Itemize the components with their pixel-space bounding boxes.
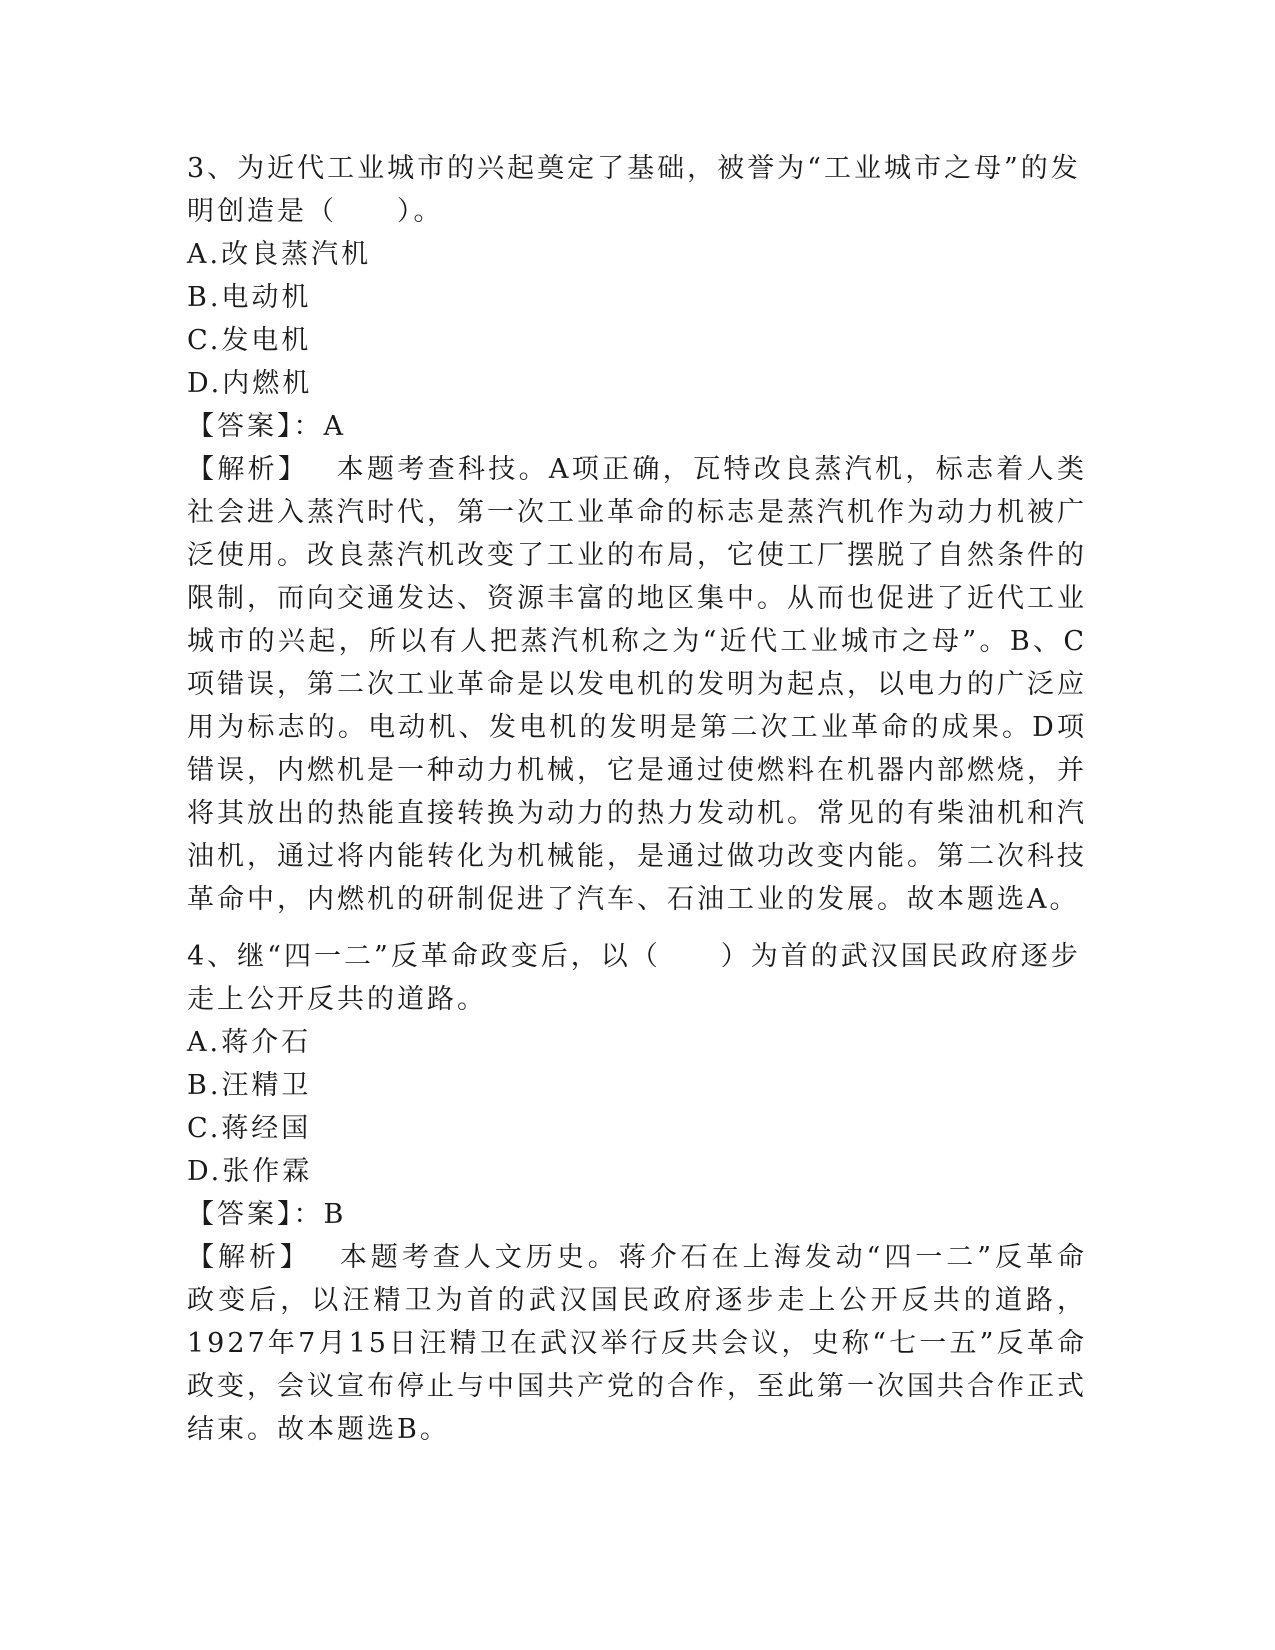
option-d: D.内燃机 <box>187 368 313 399</box>
answer-label: 【答案】： <box>187 411 324 442</box>
question-stem: 4、继“四一二”反革命政变后，以（ ）为首的武汉国民政府逐步 <box>187 941 1081 972</box>
option-d: D.张作霖 <box>187 1156 313 1187</box>
document-page <box>187 147 1087 1451</box>
question-stem-cont: 走上公开反共的道路。 <box>187 984 487 1015</box>
analysis-text: 本题考查人文历史。蒋介石在上海发动“四一二”反革命政变后，以汪精卫为首的武汉国民政府逐步走上公开反共的道路，1927年7月15日汪精卫在武汉举行反共会议，史称“七一五”反革命政变，会议宣布停止与中国共产党的合作，至此第一次国共合作正式结束。故本题选B。 <box>187 1242 1088 1445</box>
option-c: C.蒋经国 <box>187 1113 312 1144</box>
analysis-label: 【解析】 <box>187 454 309 485</box>
analysis-text: 本题考查科技。A项正确，瓦特改良蒸汽机，标志着人类社会进入蒸汽时代，第一次工业革命的标志是蒸汽机作为动力机被广泛使用。改良蒸汽机改变了工业的布局，它使工厂摆脱了自然条件的限制，而向交通发达、资源丰富的地区集中。从而也促进了近代工业城市的兴起，所以有人把蒸汽机称之为“近代工业城市之母”。B、C项错误，第二次工业革命是以发电机的发明为起点，以电力的广泛应用为标志的。电动机、发电机的发明是第二次工业革命的成果。D项错误，内燃机是一种动力机械，它是通过使燃料在机器内部燃烧，并将其放出的热能直接转换为动力的热力发动机。常见的有柴油机和汽油机，通过将内能转化为机械能，是通过做功改变内能。第二次科技革命中，内燃机的研制促进了汽车、石油工业的发展。故本题选A。 <box>187 454 1087 915</box>
answer-value: B <box>323 1199 347 1230</box>
option-a: A.改良蒸汽机 <box>187 239 372 270</box>
analysis-label: 【解析】 <box>187 1242 311 1273</box>
question-stem: 3、为近代工业城市的兴起奠定了基础，被誉为“工业城市之母”的发 <box>187 153 1081 184</box>
option-b: B.汪精卫 <box>187 1070 312 1101</box>
answer-row <box>187 405 1087 448</box>
option-b: B.电动机 <box>187 282 312 313</box>
analysis-row <box>187 1236 1087 1451</box>
option-a: A.蒋介石 <box>187 1027 312 1058</box>
option-c: C.发电机 <box>187 325 312 356</box>
answer-label: 【答案】： <box>187 1199 324 1230</box>
analysis-row <box>187 448 1087 921</box>
question-stem-cont: 明创造是（ ）。 <box>187 196 444 227</box>
answer-value: A <box>323 411 346 442</box>
answer-row <box>187 1193 1087 1236</box>
question-3 <box>187 147 1087 921</box>
question-4 <box>187 935 1087 1451</box>
